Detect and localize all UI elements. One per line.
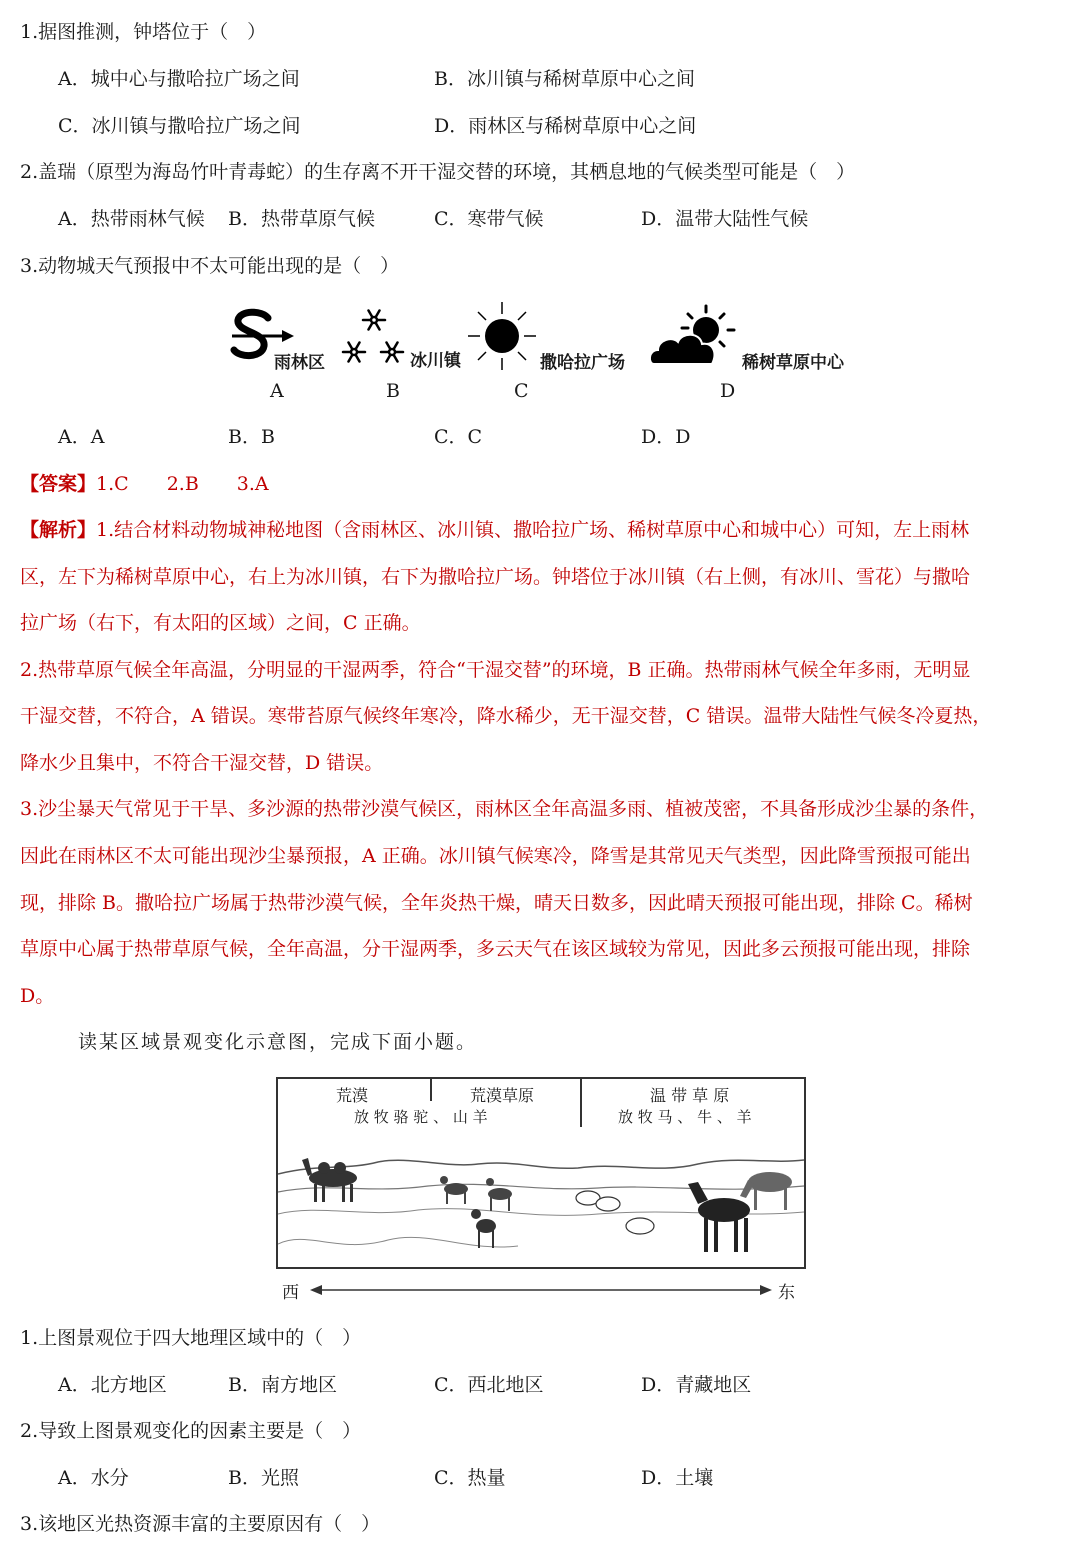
analysis-line-11: D。	[20, 985, 55, 1007]
question-1-option-c: C．冰川镇与撒哈拉广场之间	[58, 115, 301, 137]
question-3-option-c: C．C	[434, 426, 483, 448]
analysis-line-1: 【解析】1.结合材料动物城神秘地图（含雨林区、冰川镇、撒哈拉广场、稀树草原中心和城中心）可知，左上雨林	[20, 519, 970, 541]
question-1-option-d: D．雨林区与稀树草原中心之间	[434, 115, 697, 137]
weather-letter-d: D	[720, 380, 736, 402]
question-2-option-b: B．热带草原气候	[228, 208, 375, 230]
s2-question-1-option-b: B．南方地区	[228, 1374, 337, 1396]
question-1-option-b: B．冰川镇与稀树草原中心之间	[434, 68, 695, 90]
horse-grazing-icon	[740, 1172, 792, 1210]
sun-icon	[466, 300, 538, 372]
question-2-option-d: D．温带大陆性气候	[641, 208, 809, 230]
s2-question-2-option-a: A．水分	[58, 1467, 129, 1489]
question-2-option-c: C．寒带气候	[434, 208, 544, 230]
analysis-line-3: 拉广场（右下，有太阳的区域）之间，C 正确。	[20, 612, 421, 634]
goat-standing-icon	[471, 1209, 496, 1248]
landscape-illustration	[278, 1134, 804, 1268]
zone-desert-title: 荒漠	[336, 1086, 369, 1105]
zone-left-subtitle: 放 牧 骆 驼 、 山 羊	[354, 1108, 488, 1126]
question-1-stem: 1.据图推测，钟塔位于（ ）	[20, 21, 267, 43]
s2-question-1-stem: 1.上图景观位于四大地理区域中的（ ）	[20, 1327, 362, 1349]
weather-figure	[220, 298, 870, 408]
question-3-option-d: D．D	[641, 426, 691, 448]
zone-temperate-title: 温 带 草 原	[650, 1086, 730, 1105]
weather-letter-b: B	[386, 380, 400, 402]
camel-icon	[302, 1158, 357, 1202]
question-3-option-b: B．B	[228, 426, 275, 448]
answer-item-3: 3.A	[236, 473, 269, 495]
west-label: 西	[282, 1283, 299, 1303]
answer-block	[20, 472, 269, 496]
snowflake-icon	[338, 306, 410, 370]
direction-axis	[276, 1278, 806, 1302]
weather-letter-c: C	[514, 380, 529, 402]
s2-question-2-option-c: C．热量	[434, 1467, 506, 1489]
weather-label-c: 撒哈拉广场	[540, 353, 625, 373]
zone-desert-steppe-title: 荒漠草原	[470, 1086, 535, 1105]
question-3-stem: 3.动物城天气预报中不太可能出现的是（ ）	[20, 255, 400, 277]
section-2-intro: 读某区域景观变化示意图，完成下面小题。	[78, 1031, 478, 1053]
answer-item-1: 1.C	[96, 473, 129, 495]
question-1-option-a: A．城中心与撒哈拉广场之间	[58, 68, 300, 90]
analysis-line-10: 草原中心属于热带草原气候，全年高温，分干湿两季，多云天气在该区域较为常见，因此多云预报可能出现，排除	[20, 938, 971, 960]
analysis-line-8: 因此在雨林区不太可能出现沙尘暴预报，A 正确。冰川镇气候寒冷，降雪是其常见天气类型，因此降雪预报可能出	[20, 845, 971, 867]
weather-label-b: 冰川镇	[410, 351, 461, 371]
s2-question-2-option-b: B．光照	[228, 1467, 299, 1489]
analysis-line-6: 降水少且集中，不符合干湿交替，D 错误。	[20, 752, 384, 774]
analysis-label: 【解析】	[20, 519, 97, 541]
s2-question-2-stem: 2.导致上图景观变化的因素主要是（ ）	[20, 1420, 362, 1442]
analysis-line-5: 干湿交替，不符合，A 错误。寒带苔原气候终年寒冷，降水稀少，无干湿交替，C 错误。温带大陆性气候冬冷夏热，	[20, 705, 992, 727]
question-2-option-a: A．热带雨林气候	[58, 208, 205, 230]
weather-letter-a: A	[270, 380, 284, 402]
question-3-option-a: A．A	[58, 426, 105, 448]
answer-label: 【答案】	[20, 473, 97, 495]
s2-question-2-option-d: D．土壤	[641, 1467, 714, 1489]
s2-question-1-option-d: D．青藏地区	[641, 1374, 752, 1396]
analysis-line-4: 2.热带草原气候全年高温，分明显的干湿两季，符合“干湿交替”的环境，B 正确。热带雨林气候全年多雨，无明显	[20, 659, 971, 681]
east-label: 东	[778, 1283, 795, 1303]
s2-question-1-option-a: A．北方地区	[58, 1374, 167, 1396]
horse-icon	[688, 1182, 750, 1252]
question-2-stem: 2.盖瑞（原型为海岛竹叶青毒蛇）的生存离不开干湿交替的环境，其栖息地的气候类型可能是（ ）	[20, 161, 856, 183]
weather-label-a: 雨林区	[274, 353, 325, 373]
answer-item-2: 2.B	[166, 473, 199, 495]
analysis-line-7: 3.沙尘暴天气常见于干旱、多沙源的热带沙漠气候区，雨林区全年高温多雨、植被茂密，不具备形成沙尘暴的条件，	[20, 798, 989, 820]
weather-label-d: 稀树草原中心	[742, 353, 844, 373]
s2-question-1-option-c: C．西北地区	[434, 1374, 544, 1396]
landscape-figure	[276, 1077, 806, 1269]
analysis-line-9: 现，排除 B。撒哈拉广场属于热带沙漠气候，全年炎热干燥，晴天日数多，因此晴天预报可能出现，排除 C。稀树	[20, 892, 973, 914]
antelope-icon	[486, 1178, 512, 1211]
analysis-line-2: 区，左下为稀树草原中心，右上为冰川镇，右下为撒哈拉广场。钟塔位于冰川镇（右上侧，有冰川、雪花）与撒哈	[20, 566, 971, 588]
s2-question-3-stem: 3.该地区光热资源丰富的主要原因有（ ）	[20, 1513, 381, 1535]
zone-temperate-subtitle: 放 牧 马 、 牛 、 羊	[618, 1108, 752, 1126]
goat-icon	[440, 1176, 468, 1204]
cloudy-icon	[648, 302, 744, 372]
